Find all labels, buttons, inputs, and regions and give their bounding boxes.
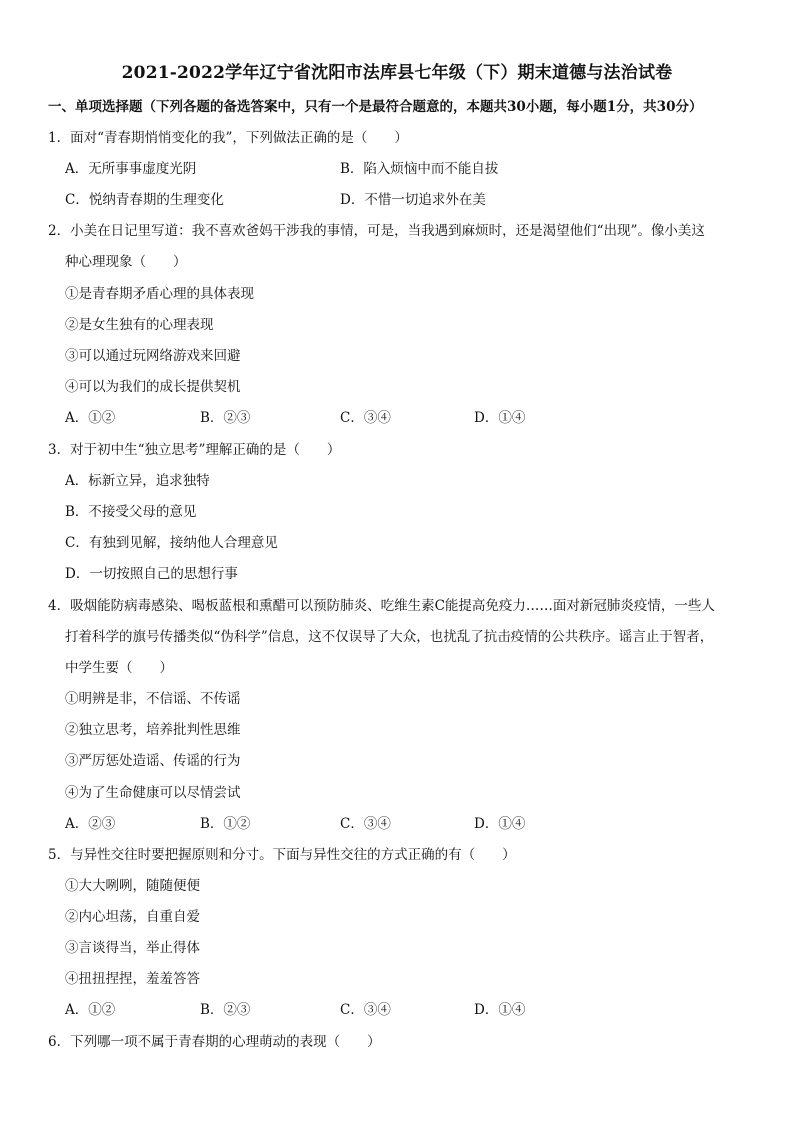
question-4-stem-line-1: 4．吸烟能防病毒感染、喝板蓝根和熏醋可以预防肺炎、吃维生素C能提高免疫力……面对新冠肺炎疫情，一些人 [48,598,715,614]
question-1-option-b: B．陷入烦恼中而不能自拔 [340,161,499,177]
question-2-item-4: ④可以为我们的成长提供契机 [65,379,241,395]
question-5-item-4: ④扭扭捏捏，羞羞答答 [65,971,200,987]
question-1-stem: 1．面对“青春期悄悄变化的我”，下列做法正确的是（ ） [48,130,408,146]
question-4-item-4: ④为了生命健康可以尽情尝试 [65,785,241,801]
question-3-option-d: D．一切按照自己的思想行事 [65,566,238,582]
question-5-item-2: ②内心坦荡，自重自爱 [65,909,200,925]
question-5-option-a: A．①② [65,1002,116,1018]
question-4-stem-line-3: 中学生要（ ） [65,660,173,676]
question-4-item-1: ①明辨是非，不信谣、不传谣 [65,691,241,707]
question-1-option-a: A．无所事事虚度光阴 [65,161,197,177]
question-5-option-b: B．②③ [200,1002,251,1018]
question-2-item-2: ②是女生独有的心理表现 [65,317,214,333]
question-5-item-1: ①大大咧咧，随随便便 [65,878,200,894]
question-1-option-c: C．悦纳青春期的生理变化 [65,192,224,208]
question-3-option-a: A．标新立异，追求独特 [65,473,210,489]
question-3-option-b: B．不接受父母的意见 [65,504,197,520]
question-3-option-c: C．有独到见解，接纳他人合理意见 [65,535,278,551]
question-2-item-3: ③可以通过玩网络游戏来回避 [65,348,241,364]
question-5-stem: 5．与异性交往时要把握原则和分寸。下面与异性交往的方式正确的有（ ） [48,847,516,863]
exam-title: 2021-2022学年辽宁省沈阳市法库县七年级（下）期末道德与法治试卷 [121,63,673,83]
question-4-option-a: A．②③ [65,816,116,832]
question-2-option-a: A．①② [65,410,116,426]
question-2-option-c: C．③④ [340,410,391,426]
question-4-item-2: ②独立思考，培养批判性思维 [65,722,241,738]
question-1-option-d: D．不惜一切追求外在美 [340,192,486,208]
question-5-item-3: ③言谈得当，举止得体 [65,940,200,956]
question-2-stem-line-1: 2．小美在日记里写道：我不喜欢爸妈干涉我的事情，可是，当我遇到麻烦时，还是渴望他们“出现”。像小美这 [48,223,705,239]
question-2-option-b: B．②③ [200,410,251,426]
question-4-option-c: C．③④ [340,816,391,832]
question-4-option-b: B．①② [200,816,251,832]
question-2-stem-line-2: 种心理现象（ ） [65,254,187,270]
question-2-option-d: D．①④ [474,410,526,426]
question-5-option-c: C．③④ [340,1002,391,1018]
question-4-option-d: D．①④ [474,816,526,832]
question-2-item-1: ①是青春期矛盾心理的具体表现 [65,286,254,302]
question-4-stem-line-2: 打着科学的旗号传播类似“伪科学”信息，这不仅误导了大众，也扰乱了抗击疫情的公共秩序。谣言止于智者， [65,629,714,645]
question-6-stem: 6．下列哪一项不属于青春期的心理萌动的表现（ ） [48,1034,381,1050]
question-4-item-3: ③严厉惩处造谣、传谣的行为 [65,753,241,769]
question-3-stem: 3．对于初中生“独立思考”理解正确的是（ ） [48,442,341,458]
section-heading: 一、单项选择题（下列各题的备选答案中，只有一个是最符合题意的，本题共30小题，每小题1分，共30分） [48,99,703,115]
question-5-option-d: D．①④ [474,1002,526,1018]
